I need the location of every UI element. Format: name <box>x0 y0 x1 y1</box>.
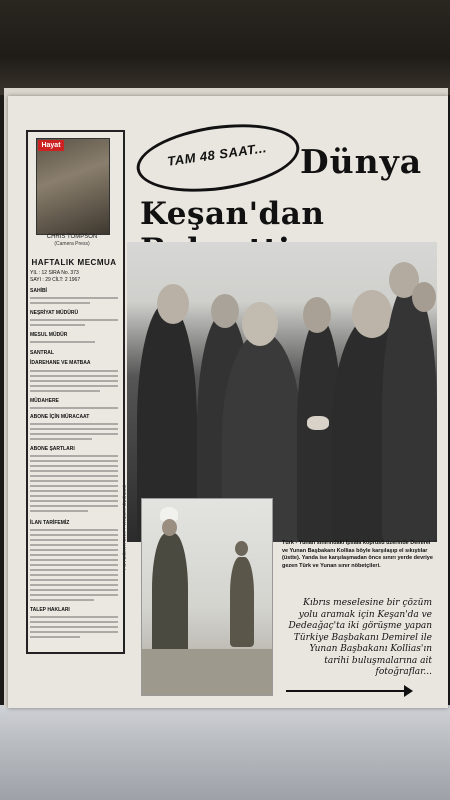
photo-caption: Türk - Yunan sınırındaki İpsala köprüsü üzerinde Demirel ve Yunan Başbakanı Kollias böyle karşılaşıp el sıkıştılar (üstte). Yanda ise karşılaşmadan önce sınırı yerde devriye gezen Türk ve Yunan sınır nöbetçileri. <box>282 540 433 569</box>
text-line <box>30 480 118 482</box>
text-line <box>30 485 118 487</box>
text-line <box>30 564 118 566</box>
handshake-photo <box>127 242 437 542</box>
photo-credit: FOTOĞRAFLAR : TAMER ÜZÜMLÜ <box>122 484 127 570</box>
cover-credit: (Camera Press) <box>54 241 90 247</box>
label-switchboard: SANTRAL <box>30 350 54 356</box>
text-line <box>30 297 118 299</box>
text-line <box>30 428 118 430</box>
text-line <box>30 319 118 321</box>
text-line <box>30 465 118 467</box>
label-distribution: MÜDAHERE <box>30 398 59 404</box>
text-line <box>30 341 95 343</box>
text-line <box>30 554 118 556</box>
text-line <box>30 302 90 304</box>
cover-logo: Hayat <box>38 140 64 151</box>
table-surface-bottom <box>0 705 450 800</box>
label-subscription-terms: ABONE ŞARTLARI <box>30 446 75 452</box>
issue-info: YIL : 12 SIRA No. 373 SAYI : 29 CİLT: 2 1967 <box>30 270 81 283</box>
arrow-right-icon <box>404 685 413 697</box>
text-line <box>30 621 118 623</box>
text-line <box>30 569 118 571</box>
text-line <box>30 423 118 425</box>
label-office-press: İDAREHANE VE MATBAA <box>30 360 91 366</box>
story-intro: Kıbrıs meselesine bir çözüm yolu aramak için Keşan'da ve Dedeağaç'ta iki görüşme yapan Türkiye Başbakanı Demirel ile Yunan Başbakanı Kollias'ın tarihi buluşmalarına ait fotoğraflar... <box>288 598 432 677</box>
text-line <box>30 510 88 512</box>
label-publishing-director: NEŞRİYAT MÜDÜRÜ <box>30 310 79 316</box>
text-line <box>30 460 118 462</box>
text-line <box>30 470 118 472</box>
label-managing-director: MESUL MÜDÜR <box>30 332 68 338</box>
text-line <box>30 495 118 497</box>
text-line <box>30 544 118 546</box>
cover-model-name: CHRIS TOMPSON <box>46 234 98 240</box>
text-line <box>30 529 118 531</box>
text-line <box>30 380 118 382</box>
text-line <box>30 505 118 507</box>
continue-arrow-line <box>286 690 406 692</box>
text-line <box>30 385 118 387</box>
text-line <box>30 579 118 581</box>
text-line <box>30 534 118 536</box>
text-line <box>30 599 94 601</box>
text-line <box>30 490 118 492</box>
text-line <box>30 589 118 591</box>
text-line <box>30 438 92 440</box>
text-line <box>30 636 80 638</box>
text-line <box>30 433 118 435</box>
label-subscription-contact: ABONE İÇİN MÜRACAAT <box>30 414 90 420</box>
text-line <box>30 407 118 409</box>
text-line <box>30 616 118 618</box>
text-line <box>30 455 118 457</box>
headline-line-1: Dünya <box>300 142 423 181</box>
text-line <box>30 539 118 541</box>
masthead-title: HAFTALIK MECMUA <box>31 258 117 267</box>
headline-line-2: Keşan'dan <box>140 196 325 232</box>
text-line <box>30 500 118 502</box>
text-line <box>30 475 118 477</box>
text-line <box>30 390 100 392</box>
label-owner: SAHİBİ <box>30 288 47 294</box>
text-line <box>30 324 85 326</box>
text-line <box>30 549 118 551</box>
text-line <box>30 574 118 576</box>
text-line <box>30 631 118 633</box>
table-surface-top <box>0 0 450 95</box>
text-line <box>30 594 118 596</box>
headline-kicker: TAM 48 SAAT... <box>166 140 268 169</box>
text-line <box>30 626 118 628</box>
label-claims: TALEP HAKLARI <box>30 607 70 613</box>
text-line <box>30 584 118 586</box>
border-guards-photo <box>141 498 273 696</box>
text-line <box>30 559 118 561</box>
text-line <box>30 375 118 377</box>
text-line <box>30 370 118 372</box>
cover-thumbnail <box>36 138 110 235</box>
label-ad-rates: İLAN TARİFEMİZ <box>30 520 70 526</box>
